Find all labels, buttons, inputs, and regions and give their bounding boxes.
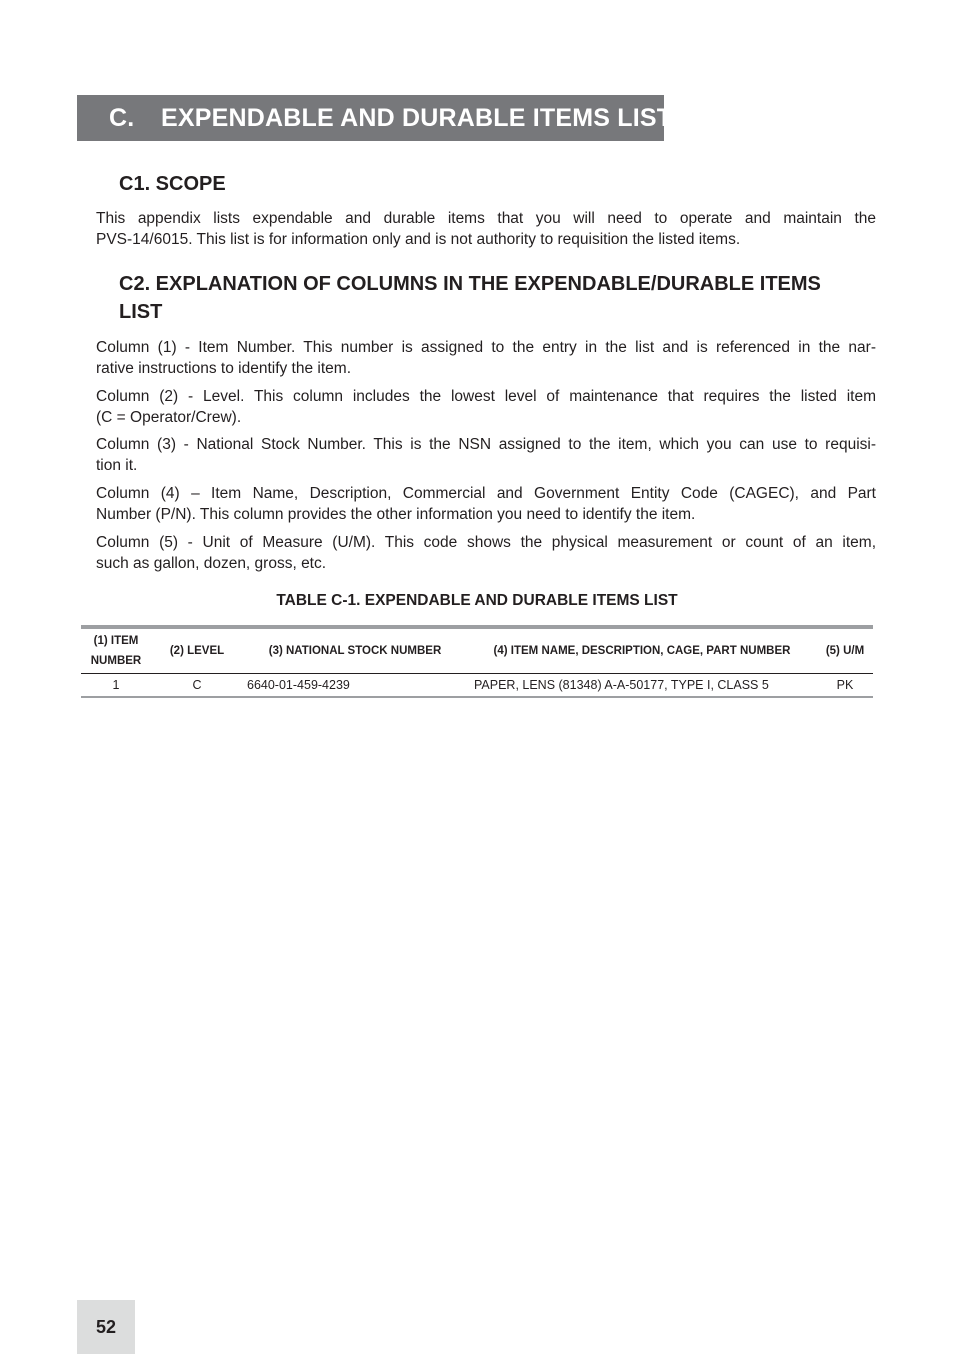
table-caption: TABLE C-1. EXPENDABLE AND DURABLE ITEMS LIST	[276, 592, 678, 609]
section-title: EXPENDABLE AND DURABLE ITEMS LIST	[161, 103, 673, 132]
column-1-paragraph	[96, 338, 876, 379]
column-4-line2: Number (P/N). This column provides the other information you need to identify the item.	[96, 505, 696, 523]
column-3-line2: tion it.	[96, 456, 138, 474]
header-item-number-line2: NUMBER	[90, 655, 142, 667]
column-2-line2: (C = Operator/Crew).	[96, 408, 242, 426]
scope-paragraph	[96, 209, 876, 250]
cell-nsn: 6640-01-459-4239	[243, 674, 467, 698]
header-nsn: (3) NATIONAL STOCK NUMBER	[243, 627, 467, 674]
column-4-line1: Column (4) – Item Name, Description, Commercial and Government Entity Code (CAGEC), and Part	[96, 485, 876, 502]
explanation-heading-line2: LIST	[119, 301, 163, 323]
explanation-heading	[119, 270, 821, 326]
section-banner	[77, 95, 673, 141]
column-5-line2: such as gallon, dozen, gross, etc.	[96, 554, 327, 572]
column-2-line1: Column (2) - Level. This column includes the lowest level of maintenance that requires the listed item	[96, 388, 876, 405]
column-4-paragraph	[96, 484, 876, 525]
table-header-row	[81, 627, 873, 674]
column-2-paragraph	[96, 387, 876, 428]
scope-heading: C1. SCOPE	[119, 173, 226, 195]
page-number: 52	[77, 1300, 135, 1354]
header-description: (4) ITEM NAME, DESCRIPTION, CAGE, PART NUMBER	[467, 627, 817, 674]
scope-text-line1: This appendix lists expendable and durable items that you will need to operate and maintain the	[96, 210, 876, 227]
scope-text-line2: PVS-14/6015. This list is for information only and is not authority to requisition the listed items.	[96, 230, 741, 248]
cell-item-number: 1	[81, 674, 151, 698]
items-table	[81, 625, 873, 698]
column-3-line1: Column (3) - National Stock Number. This is the NSN assigned to the item, which you can use to requisi-	[96, 436, 876, 453]
cell-description: PAPER, LENS (81348) A-A-50177, TYPE I, CLASS 5	[467, 674, 817, 698]
header-level: (2) LEVEL	[151, 627, 243, 674]
column-5-line1: Column (5) - Unit of Measure (U/M). This code shows the physical measurement or count of an item,	[96, 534, 876, 551]
header-item-number	[81, 627, 151, 674]
column-3-paragraph	[96, 435, 876, 476]
column-1-line2: rative instructions to identify the item.	[96, 359, 352, 377]
column-5-paragraph	[96, 533, 876, 574]
cell-level: C	[151, 674, 243, 698]
table-row	[81, 674, 873, 698]
column-1-line1: Column (1) - Item Number. This number is assigned to the entry in the list and is referenced in the nar-	[96, 339, 876, 356]
cell-um: PK	[817, 674, 873, 698]
section-letter: C.	[109, 103, 135, 132]
header-item-number-line1: (1) ITEM	[93, 635, 139, 647]
header-um: (5) U/M	[817, 627, 873, 674]
explanation-heading-line1: C2. EXPLANATION OF COLUMNS IN THE EXPENDABLE/DURABLE ITEMS	[119, 273, 821, 295]
